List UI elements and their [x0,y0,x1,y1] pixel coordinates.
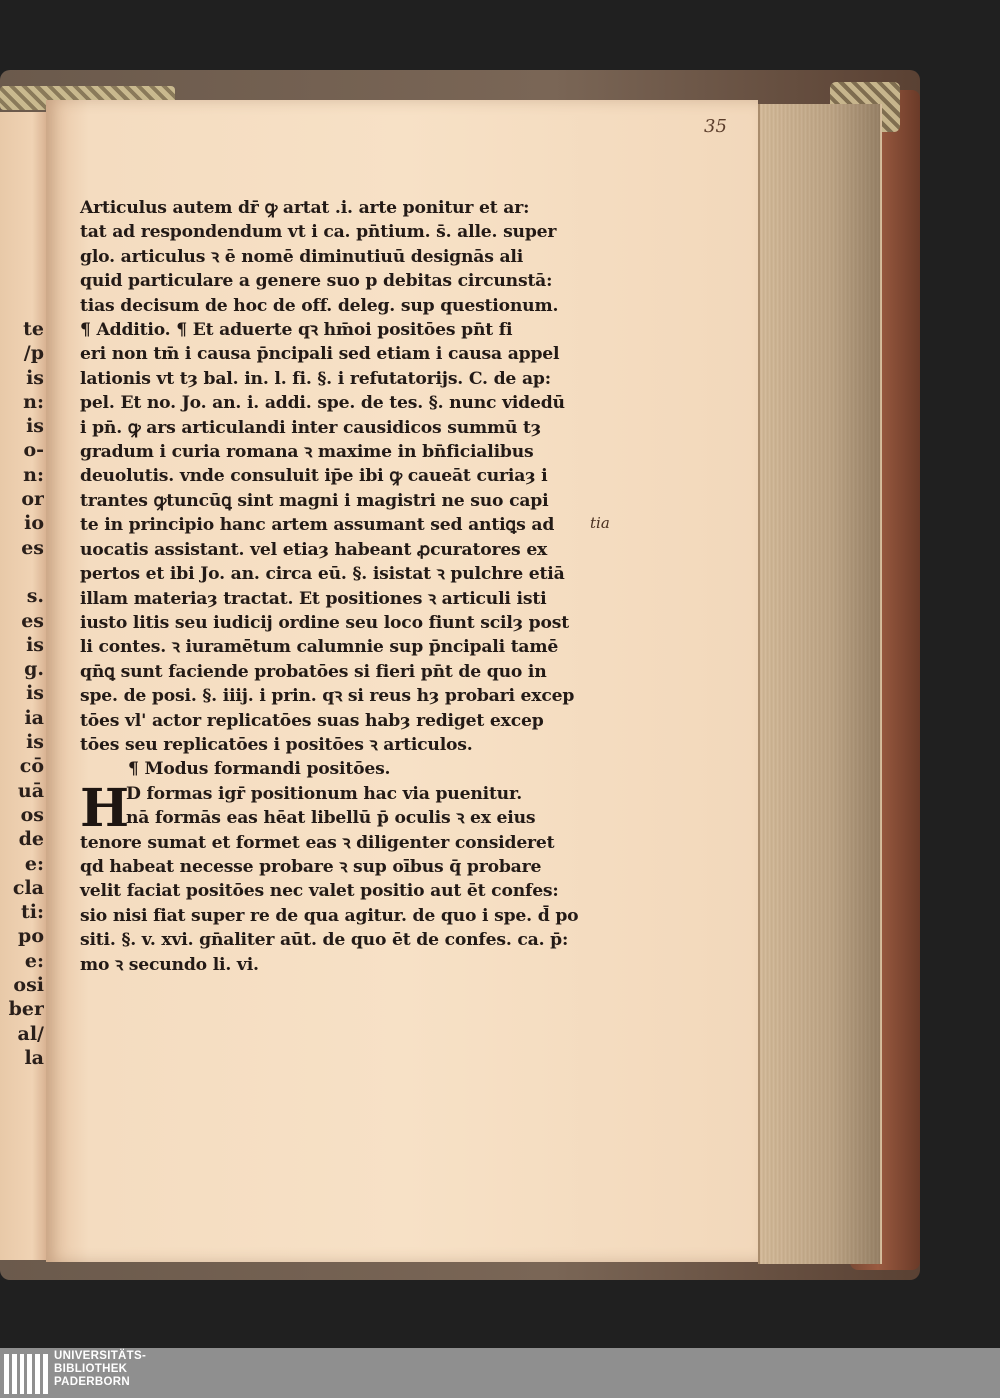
text-line: glo. articulus ꝛ ē nomē diminutiuū designās ali [80,246,524,267]
library-logo-icon [4,1352,48,1394]
left-page-line: io [24,512,44,535]
text-line: trantes ꝙtuncūꝗ sint magni i magistri ne suo capi [80,490,549,511]
text-line: Articulus autem dr̄ ꝙ artat .i. arte ponitur et ar: [80,198,530,218]
logo-line-3: PADERBORN [54,1376,130,1388]
text-line: D formas igr̄ positionum hac via puenitur. [126,783,523,804]
left-page-line: e: [24,949,44,972]
text-line: lationis vt tȝ bal. in. l. fi. §. i refutatorijs. C. de ap: [80,368,551,389]
text-line: qn̄ꝗ sunt faciende probatōes si fieri pn̄t de quo in [80,661,547,682]
left-page-line: s. [26,585,44,608]
left-page-line: ia [24,706,44,729]
left-page-line: po [18,925,44,948]
logo-line-2: BIBLIOTHEK [54,1363,128,1375]
left-page-line: e: [24,852,44,875]
text-line: sio nisi fiat super re de qua agitur. de quo i spe. d̄ po [80,905,579,926]
paragraph-continued [80,831,610,977]
text-line: spe. de posi. §. iiij. i prin. qꝛ si reus hȝ probari excep [80,686,575,707]
left-page-line: or [21,488,44,511]
left-page-line: is [26,682,44,705]
subheading: ¶ Modus formandi positōes. [128,759,391,780]
text-line: pel. Et no. Jo. an. i. addi. spe. de tes. §. nunc videdū [80,393,565,414]
left-page-fragment [0,112,48,1260]
text-line: te in principio hanc artem assumant sed antiꝗs ad [80,515,555,536]
indented-lines [80,777,610,839]
text-line: i pn̄. ꝙ ars articulandi inter causidicos summū tȝ [80,417,542,438]
left-page-line [0,560,44,584]
left-page-line: osi [13,974,44,997]
left-page-line: la [24,1046,44,1069]
text-line: tat ad respondendum vt i ca. pn̄tium. s̄. alle. super [80,222,557,243]
left-page-line: o- [23,439,44,462]
drop-initial: H [80,777,129,839]
text-line: tōes seu replicatōes i positōes ꝛ articulos. [80,734,473,755]
text-line: siti. §. v. xvi. gn̄aliter aūt. de quo ēt de confes. ca. p̄: [80,930,569,951]
text-line: velit faciat positōes nec valet positio aut ēt confes: [80,881,559,902]
left-page-text [0,317,44,1070]
paragraph-articulus [80,196,610,757]
text-line: nā formās eas hēat libellū p̄ oculis ꝛ ex eius [126,808,536,829]
left-page-line: ber [8,998,44,1021]
left-page-line: ti: [20,901,44,924]
text-line: tias decisum de hoc de off. deleg. sup questionum. [80,295,559,316]
left-page-line: cō [19,755,44,778]
text-line: tenore sumat et formet eas ꝛ diligenter consideret [80,832,555,853]
left-page-line: al/ [17,1022,44,1045]
marginal-note: tia [590,514,610,532]
left-page-line: de [18,828,44,851]
text-line: gradum i curia romana ꝛ maxime in bn̄ficialibus [80,442,534,463]
left-page-line: es [21,536,44,559]
text-line: li contes. ꝛ iuramētum calumnie sup p̄ncipali tamē [80,637,559,658]
logo-line-1: UNIVERSITÄTS- [54,1350,147,1362]
text-line: eri non tm̄ i causa p̄ncipali sed etiam i causa appel [80,344,560,365]
text-line: mo ꝛ secundo li. vi. [80,954,259,975]
left-page-line: g. [24,658,44,681]
text-line: tōes vl' actor replicatōes suas habȝ rediget excep [80,710,544,731]
left-page-line: is [26,633,44,656]
text-line: pertos et ibi Jo. an. circa eū. §. isistat ꝛ pulchre etiā [80,564,565,585]
text-line: iusto litis seu iudicij ordine seu loco fiunt scilȝ post [80,612,569,633]
left-page-line: n: [23,390,44,413]
left-page-line: os [20,803,44,826]
left-page-line: te [23,318,44,340]
left-page-line: cla [12,876,44,899]
left-page-line: n: [23,463,44,486]
text-line: ¶ Additio. ¶ Et aduerte qꝛ hm̄oi positōes pn̄t fi [80,320,513,341]
text-line: deuolutis. vnde consuluit ip̄e ibi ꝙ caueāt curiaȝ i [80,466,548,487]
text-line: qd habeat necesse probare ꝛ sup oībus q̄ probare [80,856,542,877]
left-page-line: uā [17,779,44,802]
fore-edge-shade [758,104,880,1264]
folio-number: 35 [704,116,727,137]
left-page-line: is [26,366,44,389]
text-line: illam materiaȝ tractat. Et positiones ꝛ articuli isti [80,588,547,609]
left-page-line: is [26,731,44,754]
left-page-line: is [26,415,44,438]
text-line: uocatis assistant. vel etiaȝ habeant ꝓcuratores ex [80,539,548,560]
text-line: quid particulare a genere suo p debitas circunstā: [80,271,553,292]
left-page-line: es [21,609,44,632]
initial-paragraph [80,777,610,839]
library-logo-text [54,1350,254,1389]
body-text [80,196,610,977]
left-page-line: /p [23,342,44,365]
